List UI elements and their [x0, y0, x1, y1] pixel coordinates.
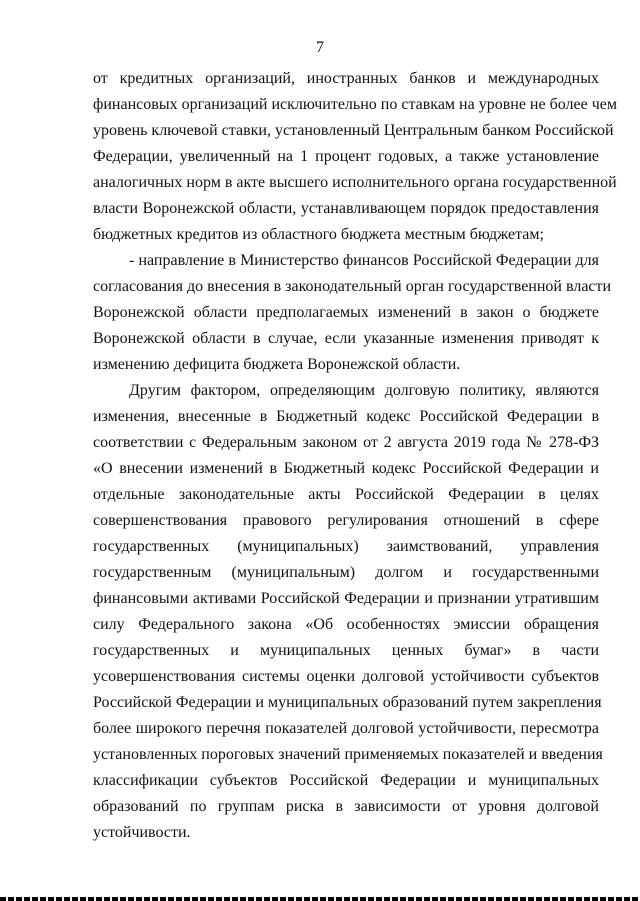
- text-line: Российской Федерации и муниципальных образований путем закрепления: [93, 694, 602, 711]
- text-line: финансовыми активами Российской Федерации и признании утратившим: [93, 590, 599, 607]
- text-line: классификации субъектов Российской Федерации и муниципальных: [93, 772, 599, 789]
- text-line: - направление в Министерство финансов Российской Федерации для: [129, 252, 599, 269]
- text-line: от кредитных организаций, иностранных банков и международных: [93, 70, 599, 87]
- text-line: власти Воронежской области, устанавливающем порядок предоставления: [93, 200, 599, 217]
- document-body: [93, 66, 617, 846]
- text-line: силу Федерального закона «Об особенностях эмиссии обращения: [93, 616, 599, 633]
- text-line: Воронежской области в случае, если указанные изменения приводят к: [93, 330, 599, 347]
- text-line: «О внесении изменений в Бюджетный кодекс Российской Федерации и: [93, 460, 599, 477]
- scan-edge-divider: [0, 897, 640, 901]
- text-line: финансовых организаций исключительно по ставкам на уровне не более чем: [93, 96, 617, 113]
- text-line: уровень ключевой ставки, установленный Центральным банком Российской: [93, 122, 614, 139]
- text-line: установленных пороговых значений применяемых показателей и введения: [93, 746, 603, 763]
- text-line: государственных (муниципальных) заимствований, управления: [93, 538, 599, 555]
- page-number: 7: [316, 39, 324, 56]
- text-line: соответствии с Федеральным законом от 2 августа 2019 года № 278-ФЗ: [93, 434, 599, 451]
- text-line: государственным (муниципальным) долгом и государственными: [93, 564, 599, 581]
- text-line: устойчивости.: [93, 824, 191, 841]
- text-line: отдельные законодательные акты Российской Федерации в целях: [93, 486, 599, 503]
- text-line: бюджетных кредитов из областного бюджета местным бюджетам;: [93, 226, 544, 243]
- text-line: усовершенствования системы оценки долговой устойчивости субъектов: [93, 668, 599, 685]
- text-line: Воронежской области предполагаемых изменений в закон о бюджете: [93, 304, 599, 321]
- paragraph-3: [93, 378, 603, 846]
- text-line: аналогичных норм в акте высшего исполнительного органа государственной: [93, 174, 617, 191]
- paragraph-2: [93, 248, 612, 378]
- paragraph-1: [93, 66, 617, 248]
- text-line: согласования до внесения в законодательный орган государственной власти: [93, 278, 612, 295]
- text-line: изменения, внесенные в Бюджетный кодекс Российской Федерации в: [93, 408, 599, 425]
- text-line: Другим фактором, определяющим долговую политику, являются: [129, 382, 599, 399]
- text-line: более широкого перечня показателей долговой устойчивости, пересмотра: [93, 720, 599, 737]
- text-line: образований по группам риска в зависимости от уровня долговой: [93, 798, 599, 815]
- text-line: государственных и муниципальных ценных бумаг» в части: [93, 642, 599, 659]
- text-line: совершенствования правового регулирования отношений в сфере: [93, 512, 599, 529]
- text-line: Федерации, увеличенный на 1 процент годовых, а также установление: [93, 148, 599, 165]
- text-line: изменению дефицита бюджета Воронежской области.: [93, 356, 461, 373]
